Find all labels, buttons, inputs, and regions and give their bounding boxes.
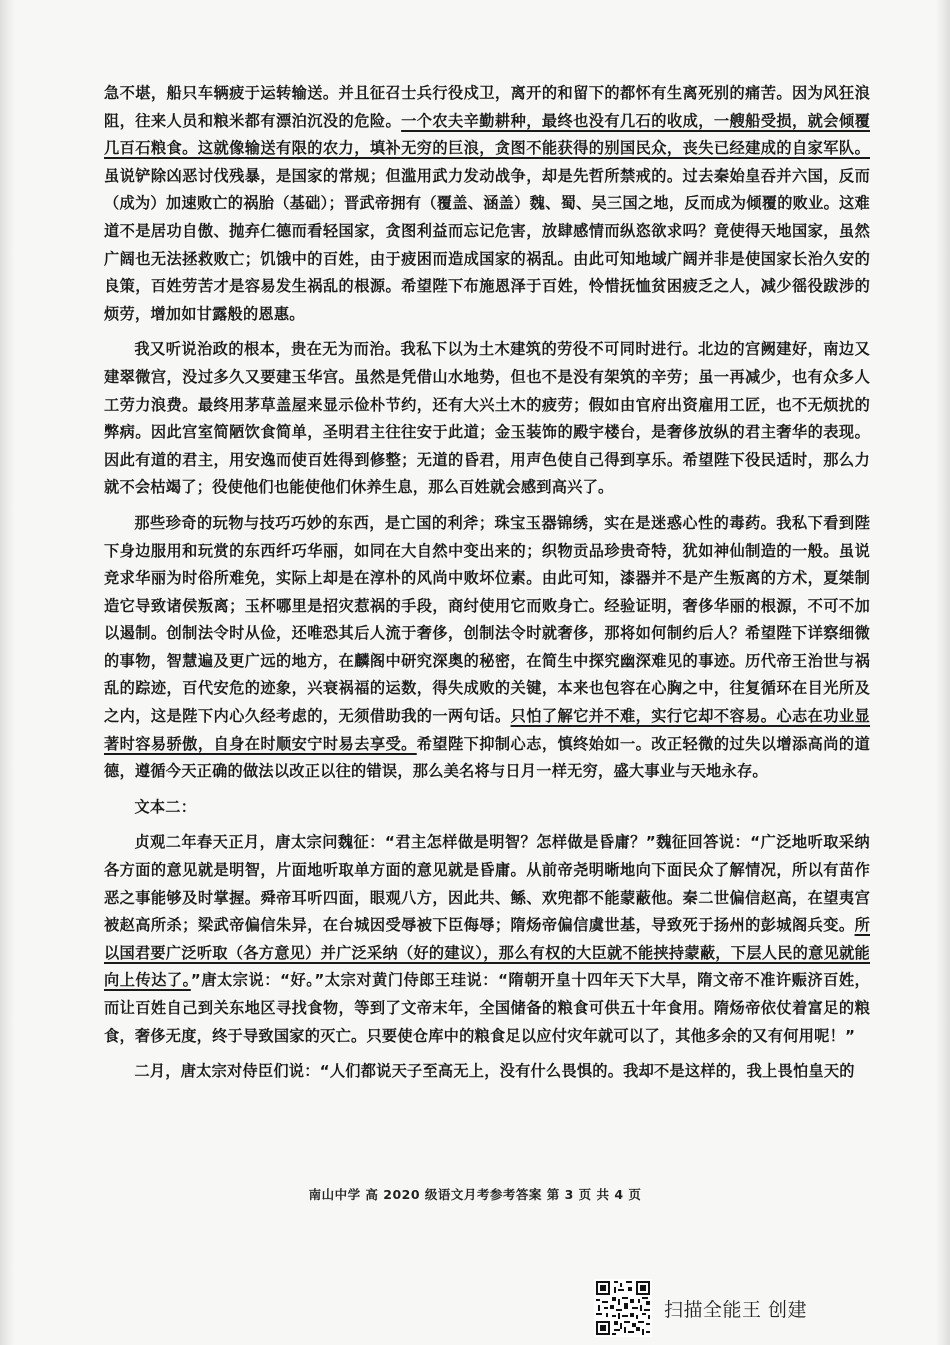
page-edge-shadow-right (936, 0, 950, 1345)
qr-code-icon (594, 1279, 652, 1337)
page-footer: 南山中学 高 2020 级语文月考参考答案 第 3 页 共 4 页 (308, 1187, 642, 1202)
paragraph (104, 829, 870, 1050)
watermark-text: 扫描全能王 创建 (664, 1298, 808, 1321)
text-segment: 虽说铲除凶恶讨伐残暴，是国家的常规；但滥用武力发动战争，却是先哲所禁戒的。过去秦始皇吞并六国，反而（成为）加速败亡的祸胎（基础）；晋武帝拥有（覆盖、涵盖）魏、蜀、吴三国之地，反而成为倾覆的败业。这难道不是居功自傲、抛弃仁德而看轻国家，贪图利益而忘记危害，放肆感情而纵恣欲求吗？竟使得天地国家，虽然广阔也无法拯救败亡；饥饿中的百姓，由于疲困而造成国家的祸乱。由此可知地域广阔并非是使国家长治久安的良策，百姓劳苦才是容易发生祸乱的根源。希望陛下布施恩泽于百姓，怜惜抚恤贫困疲乏之人，减少徭役跋涉的烦劳，增加如甘露般的恩惠。 (104, 166, 870, 323)
section-heading (104, 794, 870, 822)
paragraph (104, 1058, 870, 1086)
underlined-sentence: 所以国君要广泛听取（各方意见）并广泛采纳（好的建议），那么有权的大臣就不能挟持蒙蔽，下层人民的意见就能向上传达了。 (104, 916, 870, 990)
text-segment: 二月，唐太宗对侍臣们说：“人们都说天子至高无上，没有什么畏惧的。我却不是这样的，我上畏怕皇天的 (134, 1062, 855, 1081)
page-edge-shadow-left (0, 0, 14, 1345)
text-segment: 文本二： (134, 797, 197, 816)
text-segment: 那些珍奇的玩物与技巧巧妙的东西，是亡国的利斧；珠宝玉器锦绣，实在是迷惑心性的毒药。我私下看到陛下身边服用和玩赏的东西纤巧华丽，如同在大自然中变出来的；织物贡品珍贵奇特，犹如神仙制造的一般。虽说竞求华丽为时俗所难免，实际上却是在淳朴的风尚中败坏位素。由此可知，漆器并不是产生叛离的方术，夏桀制造它导致诸侯叛离；玉杯哪里是招灾惹祸的手段，商纣使用它而败身亡。经验证明，奢侈华丽的根源，不可不加以遏制。创制法令时从俭，还唯恐其后人流于奢侈，创制法令时就奢侈，那将如何制约后人？希望陛下详察细微的事物，智慧遍及更广远的地方，在麟阁中研究深奥的秘密，在简生中探究幽深难见的事迹。历代帝王治世与祸乱的踪迹，百代安危的迹象，兴衰祸福的运数，得失成败的关键，本来也包容在心胸之中，往复循环在目光所及之内，这是陛下内心久经考虑的，无须借助我的一两句话。 (104, 513, 870, 726)
document-body (104, 80, 870, 1094)
paragraph (104, 510, 870, 786)
camscanner-watermark (594, 1278, 807, 1338)
paragraph (104, 80, 870, 328)
text-segment: ”唐太宗说：“好。”太宗对黄门侍郎王珪说：“隋朝开皇十四年天下大旱，隋文帝不准许赈济百姓，而让百姓自己到关东地区寻找食物，等到了文帝末年，全国储备的粮食可供五十年食用。隋炀帝依仗着富足的粮食，奢侈无度，终于导致国家的灭亡。只要使仓库中的粮食足以应付灾年就可以了，其他多余的又有何用呢！” (104, 971, 870, 1045)
underlined-sentence: 只怕了解它并不难，实行它却不容易。心志在功业显著时容易骄傲，自身在时顺安宁时易去享受。 (104, 707, 871, 753)
paragraph (104, 336, 870, 502)
text-segment: 贞观二年春天正月，唐太宗问魏征：“君主怎样做是明智？怎样做是昏庸？”魏征回答说：“广泛地听取采纳各方面的意见就是明智，片面地听取单方面的意见就是昏庸。从前帝尧明晰地向下面民众了解情况，所以有苗作恶之事能够及时掌握。舜帝耳听四面，眼观八方，因此共、鲧、欢兜都不能蒙蔽他。秦二世偏信赵高，在望夷宫被赵高所杀；梁武帝偏信朱异，在台城因受辱被下臣侮辱；隋炀帝偏信虞世基，导致死于扬州的彭城阁兵变。 (104, 833, 870, 935)
text-segment: 我又听说治政的根本，贵在无为而治。我私下以为土木建筑的劳役不可同时进行。北边的宫阙建好，南边又建翠微宫，没过多久又要建玉华宫。虽然是凭借山水地势，但也不是没有架筑的辛劳；虽一再减少，也有众多人工劳力浪费。最终用茅草盖屋来显示俭朴节约，还有大兴土木的疲劳；假如由官府出资雇用工匠，也不无烦扰的弊病。因此宫室简陋饮食简单，圣明君主往往安于此道；金玉装饰的殿宇楼台，是奢侈放纵的君主奢华的表现。因此有道的君主，用安逸而使百姓得到修整；无道的昏君，用声色使自己得到享乐。希望陛下役民适时，那么力就不会枯竭了；役使他们也能使他们休养生息，那么百姓就会感到高兴了。 (104, 340, 870, 497)
underlined-sentence: 一个农夫辛勤耕种，最终也没有几石的收成，一艘船受损，就会倾覆几百石粮食。这就像输送有限的农力，填补无穷的巨浪，贪图不能获得的别国民众，丧失已经建成的自家军队。 (104, 111, 871, 158)
text-segment: 希望陛下抑制心志，慎终始如一。改正轻微的过失以增添高尚的道德，遵循今天正确的做法以改正以往的错误，那么美名将与日月一样无穷，盛大事业与天地永存。 (104, 734, 870, 781)
text-segment: 急不堪，船只车辆疲于运转输送。并且征召士兵行役戍卫，离开的和留下的都怀有生离死别的痛苦。因为风狂浪阻，往来人员和粮米都有漂泊沉没的危险。 (104, 84, 870, 130)
